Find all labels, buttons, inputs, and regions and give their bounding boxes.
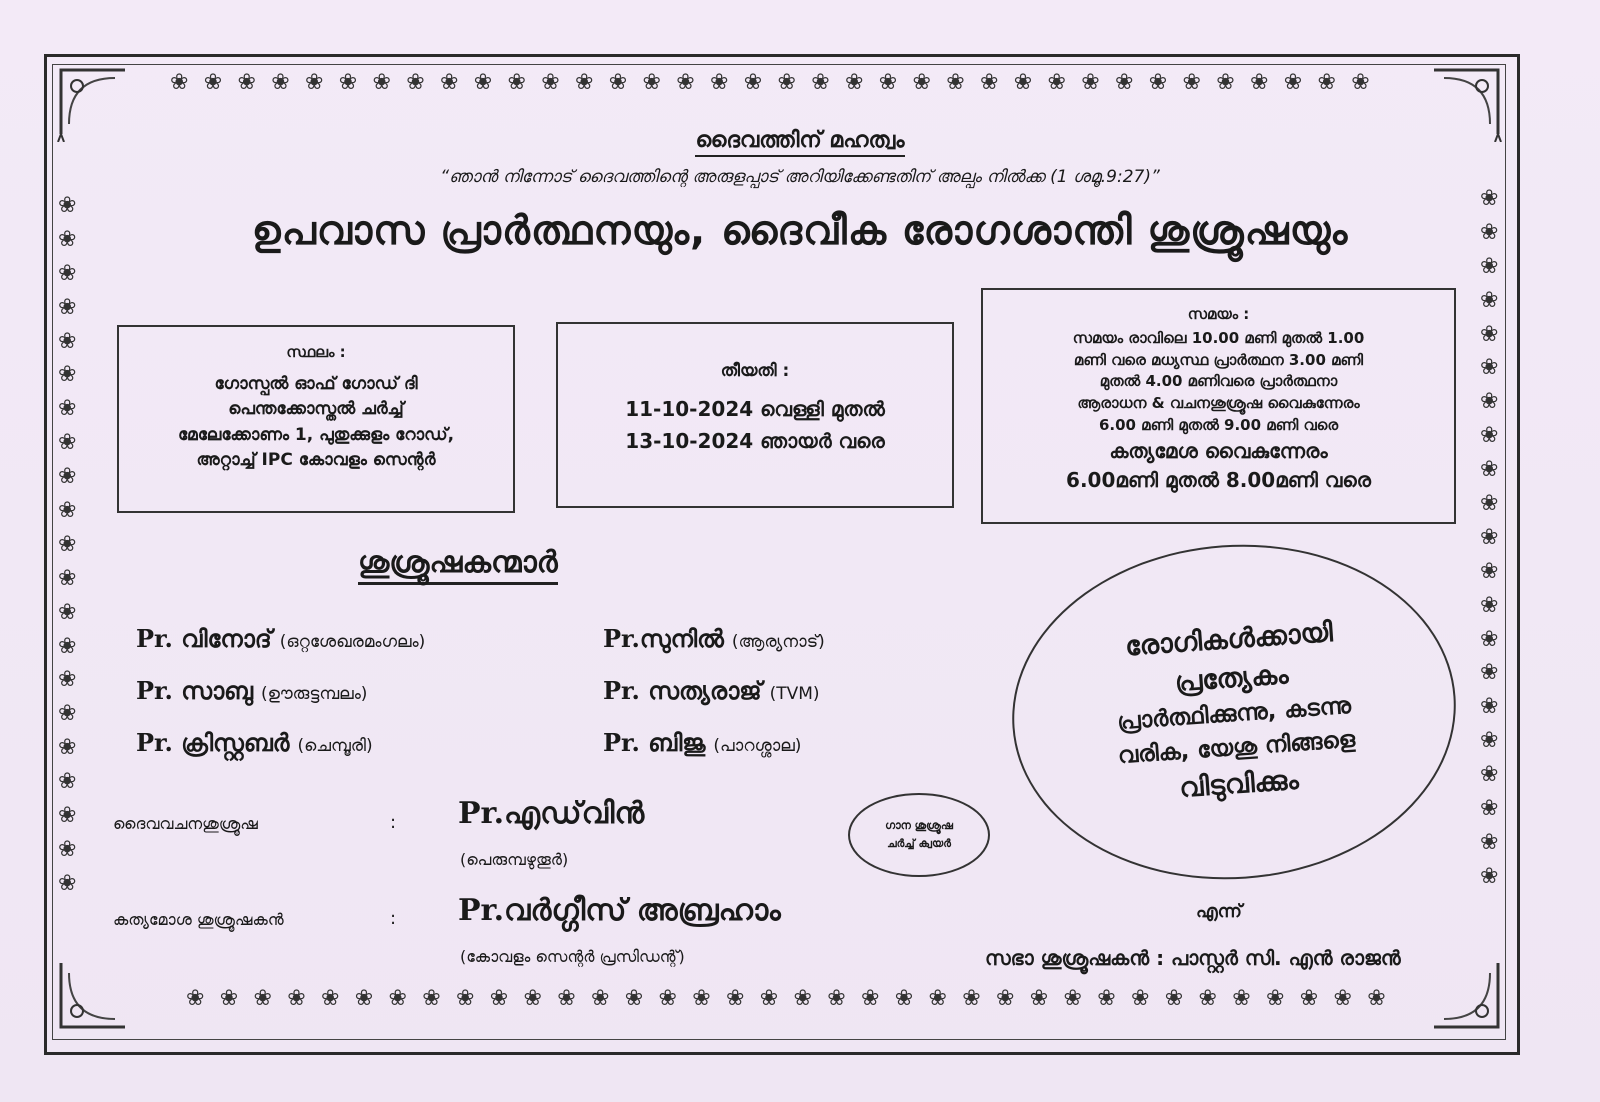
time-line: മണി വരെ മധ്യസ്ഥ പ്രാർത്ഥന 3.00 മണി	[1073, 350, 1364, 369]
main-title: ഉപവാസ പ്രാർത്ഥനയും, ദൈവീക രോഗശാന്തി ശുശ്രൂഷയും	[251, 208, 1349, 254]
flower-ornament-icon: ❀	[557, 986, 576, 1011]
time-line: സമയം രാവിലെ 10.00 മണി മുതൽ 1.00	[1072, 328, 1365, 347]
flower-ornament-icon: ❀	[1480, 558, 1499, 584]
flower-ornament-icon: ❀	[624, 986, 644, 1011]
word-ministry-place: (പെരുമ്പഴുതൂർ)	[460, 850, 569, 869]
flower-ornament-icon: ❀	[489, 986, 509, 1011]
flower-ornament-icon: ❀	[928, 986, 947, 1011]
flower-ornament-icon: ❀	[237, 70, 256, 95]
flower-ornament-icon: ❀	[58, 464, 77, 490]
flower-ornament-icon: ❀	[58, 599, 77, 625]
communion-ministry-colon: :	[390, 908, 397, 929]
flower-ornament-icon: ❀	[58, 565, 77, 591]
time-label: സമയം :	[1187, 305, 1250, 323]
flower-ornament-icon: ❀	[894, 986, 914, 1011]
flower-ornament-icon: ❀	[1198, 986, 1217, 1011]
communion-time: 6.00മണി മുതൽ 8.00മണി വരെ	[1066, 467, 1371, 492]
flower-ornament-icon: ❀	[1250, 70, 1269, 95]
flower-ornament-icon: ❀	[1299, 986, 1319, 1011]
oval-line: വരിക, യേശു നിങ്ങളെ	[1117, 726, 1356, 769]
flower-ornament-icon: ❀	[58, 769, 77, 795]
flower-ornament-icon: ❀	[58, 803, 77, 829]
flower-ornament-icon: ❀	[1351, 70, 1370, 95]
minister-place: (പാറശ്ശാല)	[713, 736, 802, 756]
flower-ornament-icon: ❀	[1480, 863, 1499, 889]
minister-name: Pr.സുനിൽ	[603, 624, 724, 653]
flower-ornament-icon: ❀	[980, 70, 999, 95]
signature-prefix: എന്ന്	[1196, 901, 1242, 922]
flower-ornament-icon: ❀	[58, 260, 77, 286]
flower-ornament-icon: ❀	[1480, 592, 1499, 618]
flower-ornament-icon: ❀	[1480, 728, 1499, 754]
flower-ornament-icon: ❀	[1115, 70, 1134, 95]
flower-ornament-icon: ❀	[1333, 986, 1352, 1011]
minister-entry	[136, 728, 373, 757]
flower-ornament-icon: ❀	[912, 70, 931, 95]
left-flower-border	[58, 195, 76, 895]
flower-ornament-icon: ❀	[1480, 457, 1499, 483]
flower-ornament-icon: ❀	[1480, 524, 1499, 550]
flower-ornament-icon: ❀	[1480, 491, 1499, 517]
flower-ornament-icon: ❀	[845, 70, 864, 95]
flower-ornament-icon: ❀	[777, 70, 796, 95]
communion-time-label: കത്യമേശ വൈകുന്നേരം	[1109, 438, 1328, 463]
corner-ornament-bottom-left	[55, 955, 133, 1033]
minister-entry	[603, 676, 820, 705]
flower-ornament-icon: ❀	[793, 986, 812, 1011]
oval-line: രോഗികൾക്കായി	[1124, 616, 1334, 663]
flower-ornament-icon: ❀	[58, 193, 77, 218]
flower-ornament-icon: ❀	[692, 986, 711, 1011]
flower-ornament-icon: ❀	[1480, 762, 1499, 788]
flower-ornament-icon: ❀	[608, 70, 628, 95]
minister-place: (ചെമ്പൂരി)	[297, 736, 373, 756]
flower-ornament-icon: ❀	[676, 70, 695, 95]
flower-ornament-icon: ❀	[1367, 986, 1386, 1011]
flower-ornament-icon: ❀	[1480, 287, 1499, 313]
flower-ornament-icon: ❀	[642, 70, 661, 95]
flower-ornament-icon: ❀	[1216, 70, 1235, 95]
flower-ornament-icon: ❀	[354, 986, 374, 1011]
music-ministry-oval	[848, 793, 990, 877]
flower-ornament-icon: ❀	[743, 70, 763, 95]
minister-entry	[136, 624, 425, 653]
word-ministry-role: ദൈവവചനശുശ്രൂഷ	[113, 814, 258, 833]
flower-ornament-icon: ❀	[1266, 986, 1285, 1011]
flower-ornament-icon: ❀	[58, 362, 77, 388]
time-line: ആരാധന & വചനശുശ്രൂഷ വൈകുന്നേരം	[1077, 394, 1360, 412]
date-line: 11-10-2024 വെള്ളി മുതൽ	[625, 397, 885, 422]
corner-ornament-bottom-right	[1426, 955, 1504, 1033]
flower-ornament-icon: ❀	[338, 70, 358, 95]
right-flower-border	[1480, 188, 1498, 888]
flower-ornament-icon: ❀	[1232, 986, 1251, 1011]
minister-entry	[603, 624, 825, 653]
flower-ornament-icon: ❀	[253, 986, 272, 1011]
ministers-title: ശുശ്രൂഷകന്മാർ	[358, 545, 558, 585]
bible-verse: “ഞാൻ നിന്നോട് ദൈവത്തിന്റെ അരുളപ്പാട് അറിയിക്കേണ്ടതിന് അല്പം നിൽക്ക (1 ശമൂ.9:27)”	[440, 167, 1160, 187]
flower-ornament-icon: ❀	[58, 294, 77, 320]
heading-glory	[0, 128, 1600, 153]
flower-ornament-icon: ❀	[591, 986, 610, 1011]
minister-entry	[603, 728, 801, 757]
flower-ornament-icon: ❀	[58, 226, 77, 252]
flower-ornament-icon: ❀	[58, 430, 77, 456]
date-box	[556, 322, 954, 508]
flower-ornament-icon: ❀	[1317, 70, 1336, 95]
flower-ornament-icon: ❀	[759, 986, 779, 1011]
flower-ornament-icon: ❀	[58, 396, 77, 422]
flower-ornament-icon: ❀	[1047, 70, 1066, 95]
music-line: ചർച്ച് ക്വയർ	[887, 837, 951, 850]
flower-ornament-icon: ❀	[406, 70, 425, 95]
flower-ornament-icon: ❀	[58, 328, 77, 354]
flower-ornament-icon: ❀	[575, 70, 594, 95]
flower-ornament-icon: ❀	[58, 667, 77, 693]
flower-ornament-icon: ❀	[305, 70, 324, 95]
venue-line: മേലേക്കോണം 1, പുതുക്കുളം റോഡ്,	[177, 424, 455, 445]
minister-place: (ഒറ്റശേഖരമംഗലം)	[279, 632, 426, 652]
communion-ministry-name: Pr.വർഗ്ഗീസ് അബ്രഹാം	[458, 893, 781, 928]
flower-ornament-icon: ❀	[473, 70, 493, 95]
flower-ornament-icon: ❀	[811, 70, 830, 95]
flower-ornament-icon: ❀	[878, 70, 898, 95]
flower-ornament-icon: ❀	[1480, 423, 1499, 449]
minister-name: Pr. ബിജു	[603, 728, 706, 757]
flower-ornament-icon: ❀	[1480, 694, 1499, 720]
flower-ornament-icon: ❀	[507, 70, 526, 95]
flower-ornament-icon: ❀	[523, 986, 542, 1011]
minister-place: (TVM)	[769, 684, 820, 704]
minister-name: Pr. ക്രിസ്റ്റബർ	[136, 728, 290, 757]
flower-ornament-icon: ❀	[58, 498, 77, 524]
flower-ornament-icon: ❀	[186, 986, 205, 1011]
flower-ornament-icon: ❀	[440, 70, 459, 95]
flower-ornament-icon: ❀	[1097, 986, 1116, 1011]
flower-ornament-icon: ❀	[1480, 321, 1499, 347]
flower-ornament-icon: ❀	[1131, 986, 1150, 1011]
flower-ornament-icon: ❀	[1164, 986, 1184, 1011]
flower-ornament-icon: ❀	[219, 986, 239, 1011]
flower-ornament-icon: ❀	[541, 70, 560, 95]
flower-ornament-icon: ❀	[710, 70, 729, 95]
time-box	[981, 288, 1456, 524]
signature-pastor: സഭാ ശുശ്രൂഷകൻ : പാസ്റ്റർ സി. എൻ രാജൻ	[985, 946, 1401, 970]
word-ministry-colon: :	[390, 812, 397, 833]
flower-ornament-icon: ❀	[1283, 70, 1303, 95]
communion-ministry-place: (കോവളം സെന്റർ പ്രസിഡന്റ്)	[460, 947, 685, 966]
bottom-flower-border	[186, 988, 1386, 1010]
venue-label: സ്ഥലം :	[286, 343, 346, 361]
date-line: 13-10-2024 ഞായർ വരെ	[625, 429, 885, 454]
flower-ornament-icon: ❀	[58, 701, 77, 727]
venue-line: അറ്റാച്ച് IPC കോവളം സെന്റർ	[196, 450, 436, 470]
minister-place: (ആര്യനാട്)	[731, 632, 825, 652]
flower-ornament-icon: ❀	[1480, 389, 1499, 415]
flower-ornament-icon: ❀	[422, 986, 441, 1011]
word-ministry-name: Pr.എഡ്‌വിൻ	[458, 796, 645, 831]
communion-ministry-role: കത്യമോശ ശുശ്രൂഷകൻ	[113, 910, 284, 929]
flower-ornament-icon: ❀	[658, 986, 677, 1011]
flower-ornament-icon: ❀	[1480, 355, 1499, 381]
flower-ornament-icon: ❀	[1480, 829, 1499, 855]
flower-ornament-icon: ❀	[58, 531, 77, 557]
flower-ornament-icon: ❀	[321, 986, 340, 1011]
flower-ornament-icon: ❀	[1480, 186, 1499, 211]
minister-place: (ഊരുട്ടമ്പലം)	[260, 684, 368, 704]
oval-line: പ്രാർത്ഥിക്കുന്നു, കടന്നു	[1116, 693, 1352, 736]
flower-ornament-icon: ❀	[271, 70, 290, 95]
flower-ornament-icon: ❀	[946, 70, 965, 95]
oval-line: വിടുവിക്കും	[1178, 764, 1300, 804]
flower-ornament-icon: ❀	[1029, 986, 1049, 1011]
time-line: 6.00 മണി മുതൽ 9.00 മണി വരെ	[1098, 415, 1339, 434]
flower-ornament-icon: ❀	[1480, 796, 1499, 822]
minister-name: Pr. വിനോദ്	[136, 624, 272, 653]
flower-ornament-icon: ❀	[1063, 986, 1082, 1011]
flower-ornament-icon: ❀	[1081, 70, 1100, 95]
venue-box	[117, 325, 515, 513]
flower-ornament-icon: ❀	[1480, 660, 1499, 686]
flower-ornament-icon: ❀	[58, 735, 77, 761]
top-flower-border	[170, 72, 1370, 94]
flower-ornament-icon: ❀	[1480, 626, 1499, 652]
flower-ornament-icon: ❀	[372, 70, 391, 95]
flower-ornament-icon: ❀	[996, 986, 1015, 1011]
oval-line: പ്രത്യേകം	[1173, 659, 1290, 699]
minister-name: Pr. സാബു	[136, 676, 253, 705]
flower-ornament-icon: ❀	[861, 986, 880, 1011]
flower-ornament-icon: ❀	[1480, 219, 1499, 245]
flower-ornament-icon: ❀	[1480, 253, 1499, 279]
flower-ornament-icon: ❀	[1182, 70, 1201, 95]
flower-ornament-icon: ❀	[203, 70, 223, 95]
minister-entry	[136, 676, 367, 705]
flower-ornament-icon: ❀	[827, 986, 846, 1011]
flower-ornament-icon: ❀	[58, 633, 77, 659]
flower-ornament-icon: ❀	[726, 986, 745, 1011]
flower-ornament-icon: ❀	[58, 870, 77, 896]
minister-name: Pr. സത്യരാജ്	[603, 676, 762, 705]
venue-line: പെന്തക്കോസ്തൽ ചർച്ച്	[228, 399, 404, 419]
flower-ornament-icon: ❀	[170, 70, 189, 95]
flower-ornament-icon: ❀	[287, 986, 306, 1011]
time-line: മുതൽ 4.00 മണിവരെ പ്രാർത്ഥനാ	[1099, 372, 1338, 391]
date-label: തീയതി :	[720, 361, 790, 381]
flower-ornament-icon: ❀	[1013, 70, 1033, 95]
flower-ornament-icon: ❀	[1148, 70, 1168, 95]
flower-ornament-icon: ❀	[58, 836, 77, 862]
flower-ornament-icon: ❀	[962, 986, 981, 1011]
flower-ornament-icon: ❀	[388, 986, 407, 1011]
flower-ornament-icon: ❀	[456, 986, 475, 1011]
venue-line: ഗോസ്പൽ ഓഫ് ഗോഡ് ദി	[214, 373, 418, 394]
music-line: ഗാന ശുശ്രൂഷ	[885, 819, 953, 833]
heading-text: ദൈവത്തിന് മഹത്വം	[695, 128, 904, 157]
